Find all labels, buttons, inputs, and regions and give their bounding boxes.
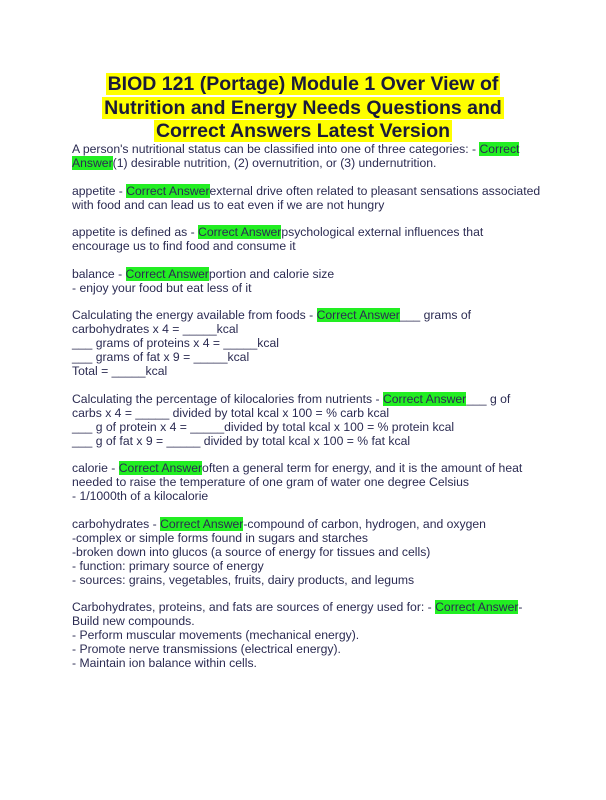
correct-answer-highlight: Correct xyxy=(479,142,520,156)
answer-text: ___ grams of proteins x 4 = _____kcal xyxy=(72,336,279,350)
answer-text: needed to raise the temperature of one gram of water one degree Celsius xyxy=(72,475,470,489)
answer-text: -complex or simple forms found in sugars and starches xyxy=(72,530,369,545)
question-text: Carbohydrates, proteins, and fats are sources of energy used for: - xyxy=(72,600,436,614)
question-text: Calculating the percentage of kilocalories from nutrients - xyxy=(72,391,383,406)
answer-text: carbohydrates x 4 = _____kcal xyxy=(72,322,239,336)
qa-entry-balance xyxy=(72,267,542,295)
answer-text: ___ g of fat x 9 = _____ divided by total kcal x 100 = % fat kcal xyxy=(72,433,411,448)
answer-text: (1) desirable nutrition, (2) overnutrition, or (3) undernutrition. xyxy=(112,156,437,170)
entry-line xyxy=(72,517,542,531)
correct-answer-highlight: Correct Answer xyxy=(382,391,467,406)
answer-text: carbs x 4 = _____ divided by total kcal x 100 = % carb kcal xyxy=(72,405,390,420)
question-text: carbohydrates - xyxy=(72,516,161,531)
answer-text: - xyxy=(518,600,523,614)
title-line-2: Nutrition and Energy Needs Questions and xyxy=(104,96,502,119)
title-line-1: BIOD 121 (Portage) Module 1 Over View of xyxy=(107,73,499,95)
entry-line xyxy=(72,600,542,614)
entry-line xyxy=(72,156,542,170)
correct-answer-highlight: Correct Answer xyxy=(316,308,400,322)
entry-line xyxy=(72,267,542,281)
question-text: appetite is defined as - xyxy=(72,225,199,239)
answer-text: with food and can lead us to eat even if we are not hungry xyxy=(72,197,385,212)
answer-text: - function: primary source of energy xyxy=(72,558,264,573)
correct-answer-highlight: Answer xyxy=(72,156,113,170)
entry-line xyxy=(72,142,542,156)
answer-text: ___ grams of fat x 9 = _____kcal xyxy=(72,350,250,364)
answer-text: -compound of carbon, hydrogen, and oxygen xyxy=(243,516,486,531)
question-text: A person's nutritional status can be classified into one of three categories: - xyxy=(72,142,480,156)
answer-text: -broken down into glucos (a source of energy for tissues and cells) xyxy=(72,544,431,559)
answer-text: - Perform muscular movements (mechanical energy). xyxy=(72,628,360,642)
entry-line xyxy=(72,461,542,475)
qa-entry-calorie xyxy=(72,461,542,503)
answer-text: often a general term for energy, and it is the amount of heat xyxy=(202,461,523,475)
answer-text: Build new compounds. xyxy=(72,614,195,628)
correct-answer-highlight: Correct Answer xyxy=(198,225,282,239)
entry-line xyxy=(72,184,542,198)
document-body xyxy=(72,142,542,684)
correct-answer-highlight: Correct Answer xyxy=(118,461,203,475)
title-line-3: Correct Answers Latest Version xyxy=(155,120,451,142)
entry-line xyxy=(72,392,542,406)
answer-text: - Promote nerve transmissions (electrical energy). xyxy=(72,642,341,656)
question-text: calorie - xyxy=(72,461,119,475)
entry-line xyxy=(72,308,542,322)
qa-entry-appetite-defined xyxy=(72,225,542,253)
question-text: appetite - xyxy=(72,183,127,198)
correct-answer-highlight: Correct Answer xyxy=(126,183,210,198)
entry-line xyxy=(72,225,542,239)
correct-answer-highlight: Correct Answer xyxy=(160,516,244,531)
qa-entry-carbohydrates xyxy=(72,517,542,587)
answer-text: Total = _____kcal xyxy=(72,364,168,378)
answer-text: - 1/1000th of a kilocalorie xyxy=(72,489,209,503)
answer-text: - Maintain ion balance within cells. xyxy=(72,656,257,670)
qa-entry-energy-sources xyxy=(72,600,542,670)
answer-text: ___ g of xyxy=(466,391,511,406)
answer-text: ___ g of protein x 4 = _____divided by total kcal x 100 = % protein kcal xyxy=(72,419,455,434)
answer-text: encourage us to find food and consume it xyxy=(72,239,296,253)
answer-text: - sources: grains, vegetables, fruits, dairy products, and legums xyxy=(72,572,415,587)
answer-text: psychological external influences that xyxy=(281,225,484,239)
document-title xyxy=(60,73,546,144)
qa-entry-appetite xyxy=(72,184,542,212)
correct-answer-highlight: Correct Answer xyxy=(435,600,519,614)
correct-answer-highlight: Correct Answer xyxy=(125,266,209,281)
question-text: Calculating the energy available from foods - xyxy=(72,308,317,322)
answer-text: external drive often related to pleasant sensations associated xyxy=(209,183,541,198)
qa-entry-calculating-percentage xyxy=(72,392,542,448)
answer-text: - enjoy your food but eat less of it xyxy=(72,280,252,295)
qa-entry-calculating-energy xyxy=(72,308,542,378)
answer-text: ___ grams of xyxy=(399,308,472,322)
answer-text: portion and calorie size xyxy=(208,266,335,281)
qa-entry-nutritional-status xyxy=(72,142,542,170)
question-text: balance - xyxy=(72,266,126,281)
